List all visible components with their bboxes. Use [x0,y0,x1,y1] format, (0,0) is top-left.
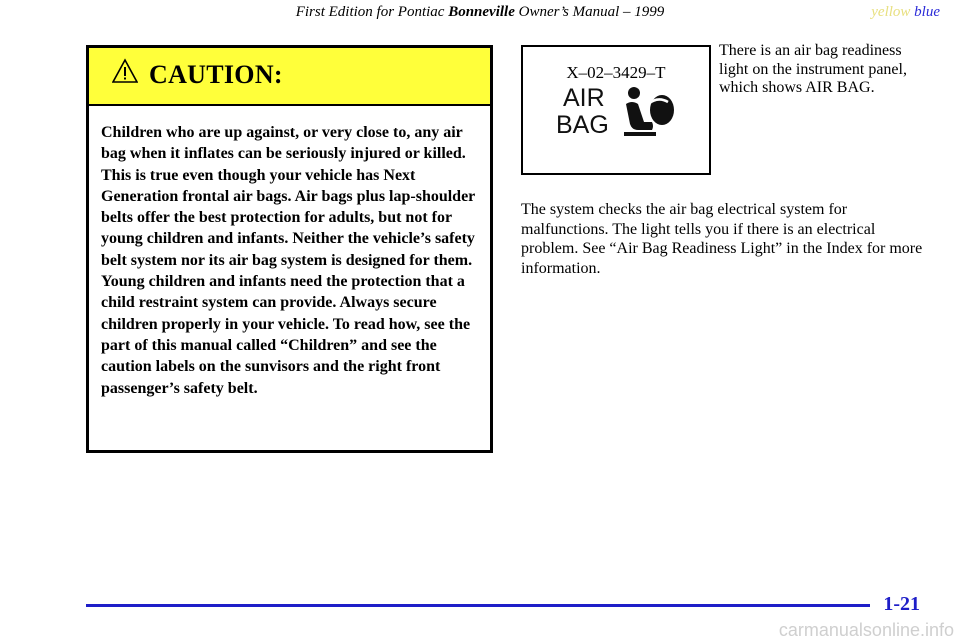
figure-label-bag: BAG [556,111,609,139]
tag-yellow: yellow [871,4,911,20]
header-model: Bonneville [448,4,515,20]
caution-header [89,48,490,106]
warning-triangle-icon [112,58,138,84]
caution-box [86,45,493,453]
figure-label-air: AIR [563,84,605,112]
caution-text: Children who are up against, or very close to, any air bag when it inflates can be seriously injured or killed. This is true even though your vehicle has Next Generation frontal air bags. Air bags plus lap-shoulder belts offer the best protection for adults, but not for young children and infants. Neither the vehicle’s safety belt system nor its air bag system is designed for them. Young children and infants need the protection that a child restraint system can provide. Always secure children properly in your vehicle. To read how, see the part of this manual called “Children” and see the caution labels on the sunvisors and the right front passenger’s safety belt. [101,124,475,397]
page-number: 1-21 [883,593,920,615]
watermark: carmanualsonline.info [778,620,954,640]
airbag-light-figure [521,45,711,175]
tag-blue: blue [914,4,940,20]
caution-title: CAUTION: [149,60,283,89]
figure-code: X–02–3429–T [566,63,666,82]
header-prefix: First Edition for Pontiac [295,4,449,20]
side-text: There is an air bag readiness light on the instrument panel, which shows AIR BAG. [719,42,907,96]
page-header [0,2,960,22]
main-paragraph: The system checks the air bag electrical system for malfunctions. The light tells you if there is an electrical problem. See “Air Bag Readiness Light” in the Index for more information. [521,201,923,277]
color-tags [871,2,940,22]
airbag-passenger-icon [618,82,682,140]
footer-rule [86,604,870,607]
header-suffix: Owner’s Manual – 1999 [514,4,665,20]
